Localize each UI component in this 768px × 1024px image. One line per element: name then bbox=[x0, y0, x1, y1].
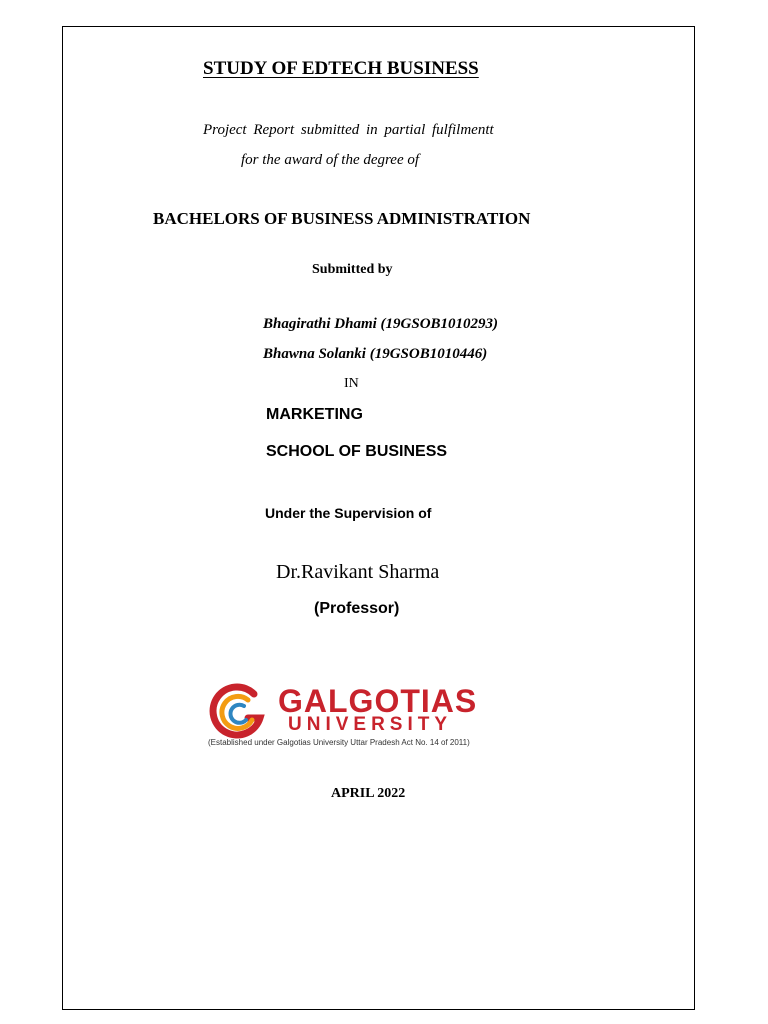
logo-name-line1: GALGOTIAS bbox=[278, 683, 478, 719]
report-title: STUDY OF EDTECH BUSINESS bbox=[203, 58, 479, 79]
supervision-label: Under the Supervision of bbox=[265, 505, 432, 521]
submission-date: APRIL 2022 bbox=[331, 786, 406, 801]
specialization: MARKETING bbox=[266, 406, 363, 423]
supervisor-designation: (Professor) bbox=[314, 600, 400, 617]
report-subtitle-line2: for the award of the degree of bbox=[241, 152, 420, 168]
logo-name-line2: UNIVERSITY bbox=[288, 714, 453, 735]
school-name: SCHOOL OF BUSINESS bbox=[266, 443, 448, 460]
swirl-logo-icon bbox=[213, 687, 260, 735]
student-name: Bhagirathi Dhami (19GSOB1010293) bbox=[263, 316, 499, 332]
supervisor-name: Dr.Ravikant Sharma bbox=[276, 561, 440, 583]
submitted-by-label: Submitted by bbox=[312, 262, 393, 277]
in-label: IN bbox=[344, 376, 359, 391]
report-subtitle-line1: Project Report submitted in partial fulfilmentt bbox=[203, 122, 494, 138]
degree-name: BACHELORS OF BUSINESS ADMINISTRATION bbox=[153, 209, 531, 228]
logo-tagline: (Established under Galgotias University Uttar Pradesh Act No. 14 of 2011) bbox=[208, 738, 470, 747]
student-name: Bhawna Solanki (19GSOB1010446) bbox=[263, 346, 488, 362]
university-logo bbox=[208, 682, 520, 748]
